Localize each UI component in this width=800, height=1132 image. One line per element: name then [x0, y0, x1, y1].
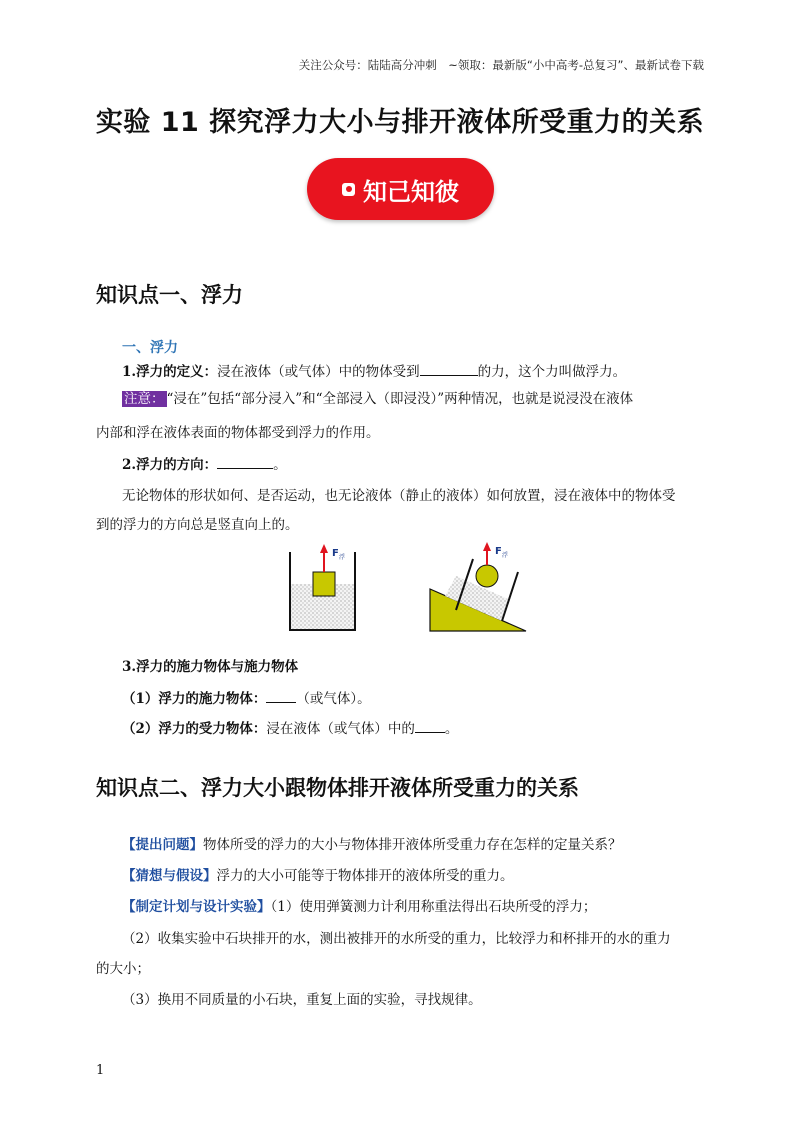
- direction-para-2: 到的浮力的方向总是竖直向上的。: [96, 517, 299, 533]
- hypothesis-text: 浮力的大小可能等于物体排开的液体所受的重力。: [216, 868, 514, 884]
- beaker-diagram: [290, 544, 355, 630]
- item3-2-text: 浸在液体（或气体）中的: [266, 721, 415, 737]
- floating-ball: [476, 565, 498, 587]
- item3-1-label: （1）浮力的施力物体：: [122, 691, 267, 707]
- buoyancy-arrow-head-2: [483, 542, 491, 551]
- header-note: 关注公众号：陆陆高分冲刺 ~领取：最新版“小中高考-总复习”、最新试卷下载: [298, 58, 704, 72]
- note-line-2: 内部和浮在液体表面的物体都受到浮力的作用。: [96, 425, 380, 441]
- incline-diagram: [430, 542, 526, 631]
- item3-heading: 3.浮力的施力物体与施力物体: [122, 659, 299, 675]
- question-text: 物体所受的浮力的大小与物体排开液体所受重力存在怎样的定量关系？: [203, 837, 622, 853]
- badge-logo-icon: [342, 183, 355, 196]
- definition-text-b: 的力，这个力叫做浮力。: [477, 364, 627, 380]
- buoyancy-arrow-head: [320, 544, 328, 553]
- plan-line-2a: （2）收集实验中石块排开的水，测出被排开的水所受的重力，比较浮力和杯排开的水的重力: [122, 931, 671, 947]
- floating-block: [313, 572, 335, 596]
- page-number: 1: [96, 1063, 105, 1078]
- plan-line-2b: 的大小；: [96, 961, 150, 977]
- note-text-1: “浸在”包括“部分浸入”和“全部浸入（即浸没）”两种情况，也就是说浸没在液体: [166, 391, 634, 407]
- direction-label: 2.浮力的方向：: [122, 457, 218, 473]
- hypothesis-line: [122, 866, 734, 886]
- definition-label: 1.浮力的定义：: [122, 364, 218, 380]
- hypothesis-tag: 【猜想与假设】: [122, 868, 217, 884]
- badge-label: 知己知彼: [363, 177, 459, 206]
- direction-para-1: 无论物体的形状如何、是否运动，也无论液体（静止的液体）如何放置，浸在液体中的物体受: [122, 488, 676, 504]
- note-tag: 注意：: [124, 391, 165, 407]
- section-badge: [307, 158, 494, 220]
- direction-end: 。: [273, 457, 287, 473]
- section1-heading: 知识点一、浮力: [96, 283, 243, 307]
- definition-text-a: 浸在液体（或气体）中的物体受到: [217, 364, 420, 380]
- force-label-f-2: F: [495, 546, 502, 557]
- section1-subheading: 一、浮力: [122, 340, 178, 356]
- plan-line-3: （3）换用不同质量的小石块，重复上面的实验，寻找规律。: [122, 992, 482, 1008]
- page-title: 实验 11 探究浮力大小与排开液体所受重力的关系: [95, 107, 705, 138]
- buoyancy-figure: [280, 532, 540, 640]
- plan-line-1: [122, 897, 734, 917]
- note-line-1: [122, 389, 734, 409]
- force-label-sub: 浮: [339, 554, 346, 561]
- force-label-f: F: [332, 548, 339, 559]
- question-line: [122, 835, 734, 855]
- item3-1-blank: [266, 688, 296, 703]
- plan-tag: 【制定计划与设计实验】: [122, 899, 271, 915]
- definition-line: [122, 361, 734, 382]
- direction-line: [122, 454, 734, 475]
- plan-text-1: （1）使用弹簧测力计利用称重法得出石块所受的浮力；: [270, 899, 597, 915]
- section2-heading: 知识点二、浮力大小跟物体排开液体所受重力的关系: [96, 776, 579, 800]
- item3-2-end: 。: [444, 721, 459, 737]
- item3-1-end: （或气体）。: [296, 691, 371, 707]
- item3-2-label: （2）浮力的受力物体：: [122, 721, 267, 737]
- container-right-wall: [502, 572, 518, 621]
- direction-blank: [217, 454, 273, 469]
- force-label-sub-2: 浮: [502, 552, 509, 559]
- question-tag: 【提出问题】: [122, 837, 203, 853]
- definition-blank: [420, 361, 478, 376]
- item3-2-line: [122, 718, 734, 739]
- item3-1-line: [122, 688, 734, 709]
- item3-2-blank: [415, 718, 445, 733]
